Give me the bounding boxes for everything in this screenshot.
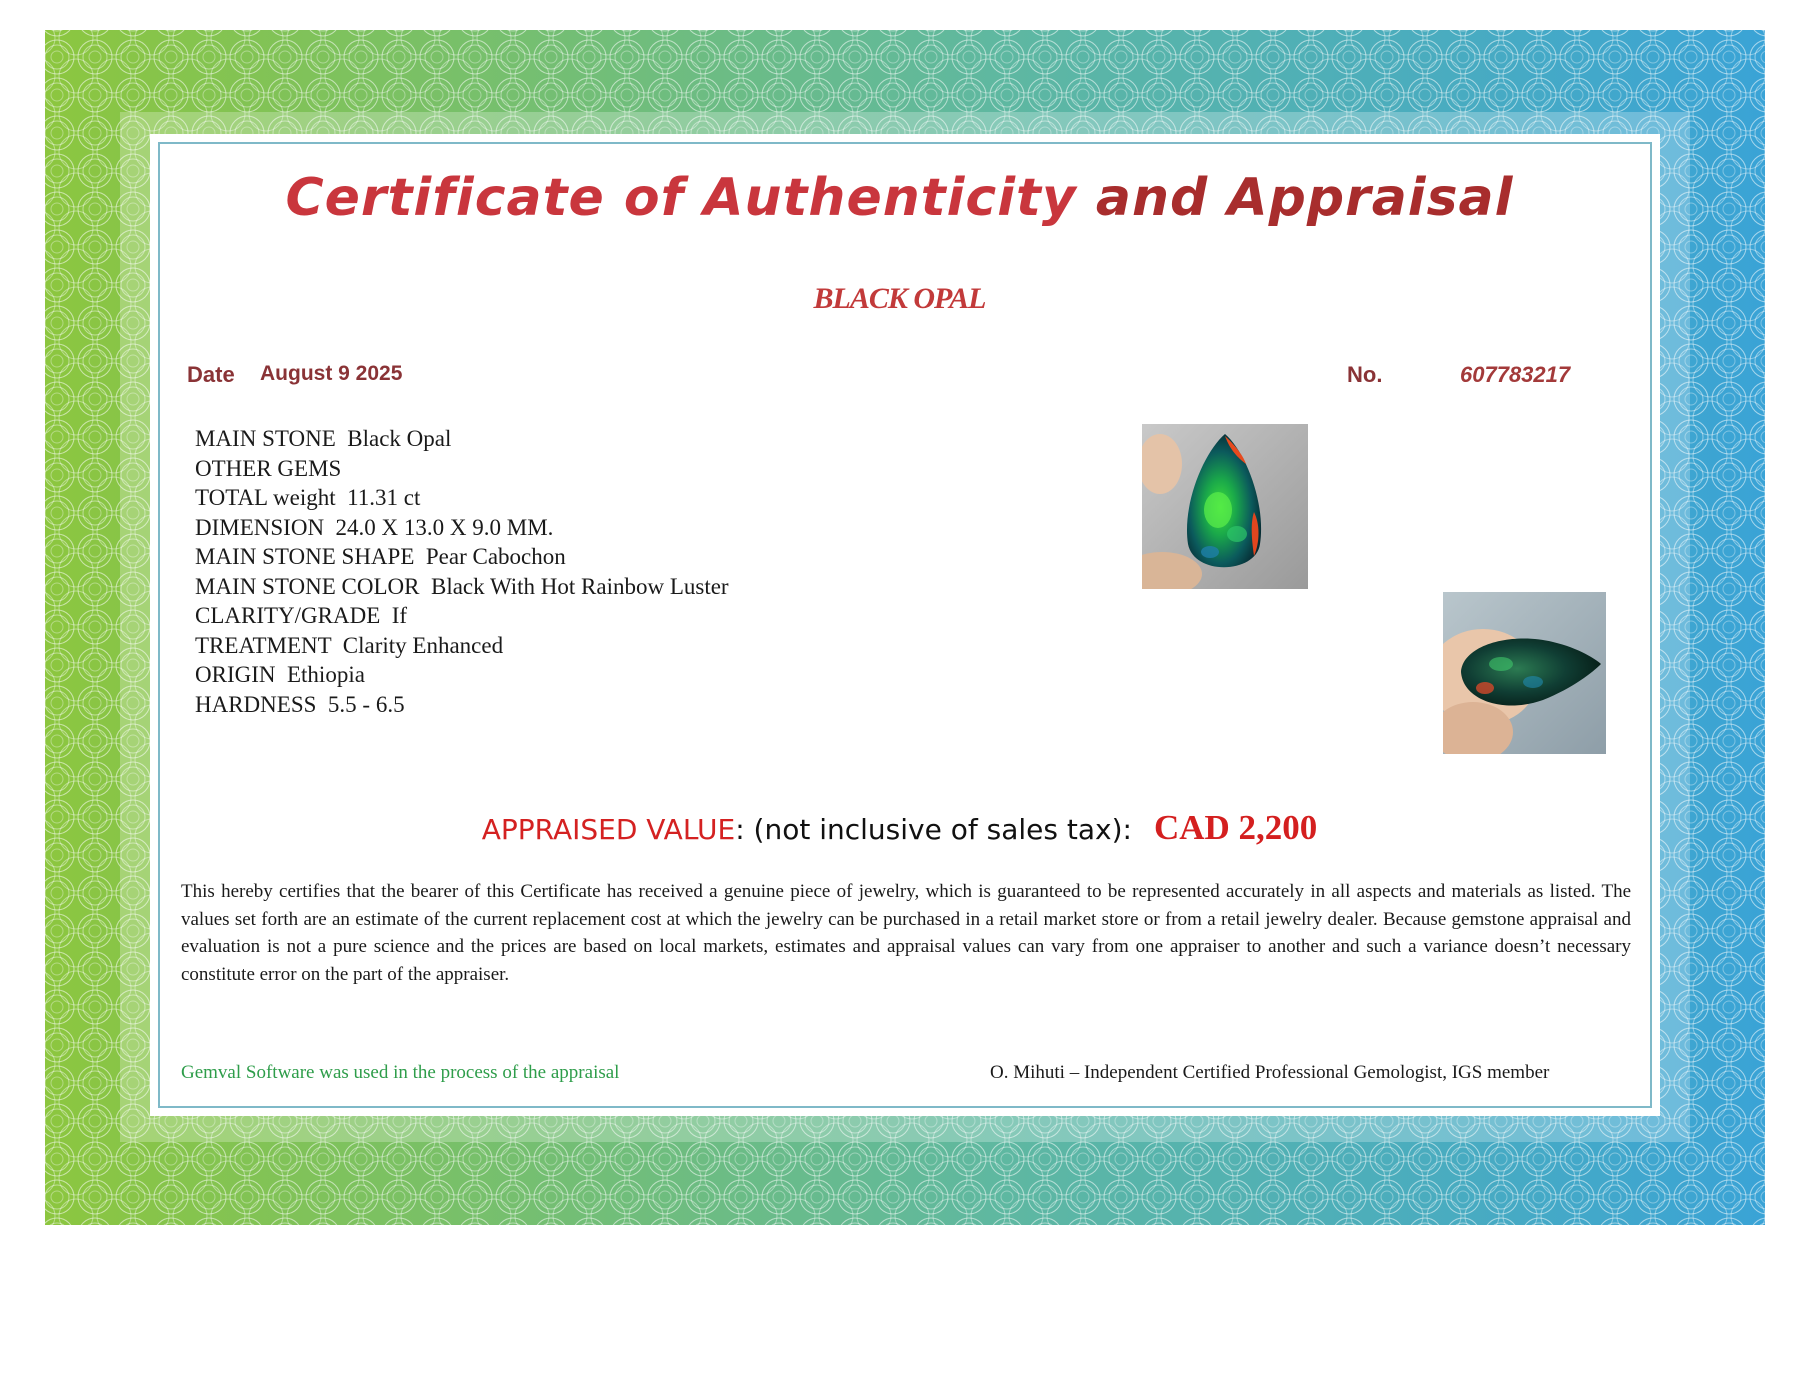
stone-type-heading: BLACK OPAL [813,282,986,315]
spec-line: ORIGIN Ethiopia [195,662,365,687]
spec-line: CLARITY/GRADE If [195,603,408,628]
appraised-value-amount: CAD 2,200 [1153,808,1318,847]
appraised-value-note: : (not inclusive of sales tax): [735,813,1132,846]
stone-specifications [195,424,729,719]
certificate-title: Certificate of Authenticity and Appraisal [285,168,1514,228]
opal-photo-front [1142,424,1308,589]
certification-statement: This hereby certifies that the bearer of this Certificate has received a genuine piece of jewelry, which is guaranteed to be represented accurately in all aspects and materials as listed. The values set forth are an estimate of the current replacement cost at which the jewelry can be purchased in a retail market store or from a retail jewelry dealer. Because gemstone appraisal and evaluation is not a pure science and the prices are based on local markets, estimates and appraisal values can vary from one appraiser to another and such a variance doesn’t necessary constitute error on the part of the appraiser. [181,881,1631,985]
spec-line: MAIN STONE COLOR Black With Hot Rainbow Luster [195,573,729,599]
spec-line: TREATMENT Clarity Enhanced [195,632,504,658]
opal-photo-side [1443,592,1606,754]
certificate-number-label: No. [1347,362,1383,387]
spec-line: HARDNESS 5.5 - 6.5 [195,691,405,717]
date-value: August 9 2025 [260,362,403,385]
appraised-value-line [0,808,1799,848]
spec-line: OTHER GEMS [195,455,342,481]
software-note: Gemval Software was used in the process of the appraisal [181,1062,620,1083]
spec-line: MAIN STONE SHAPE Pear Cabochon [195,544,566,569]
certificate-number-value: 607783217 [1460,362,1571,387]
gemologist-signature-line: O. Mihuti – Independent Certified Professional Gemologist, IGS member [990,1062,1550,1083]
spec-line: DIMENSION 24.0 X 13.0 X 9.0 MM. [195,514,554,540]
appraised-value-label: APPRAISED VALUE [481,813,736,846]
spec-line: MAIN STONE Black Opal [195,426,452,451]
spec-line: TOTAL weight 11.31 ct [195,485,421,510]
date-label: Date [187,362,235,387]
